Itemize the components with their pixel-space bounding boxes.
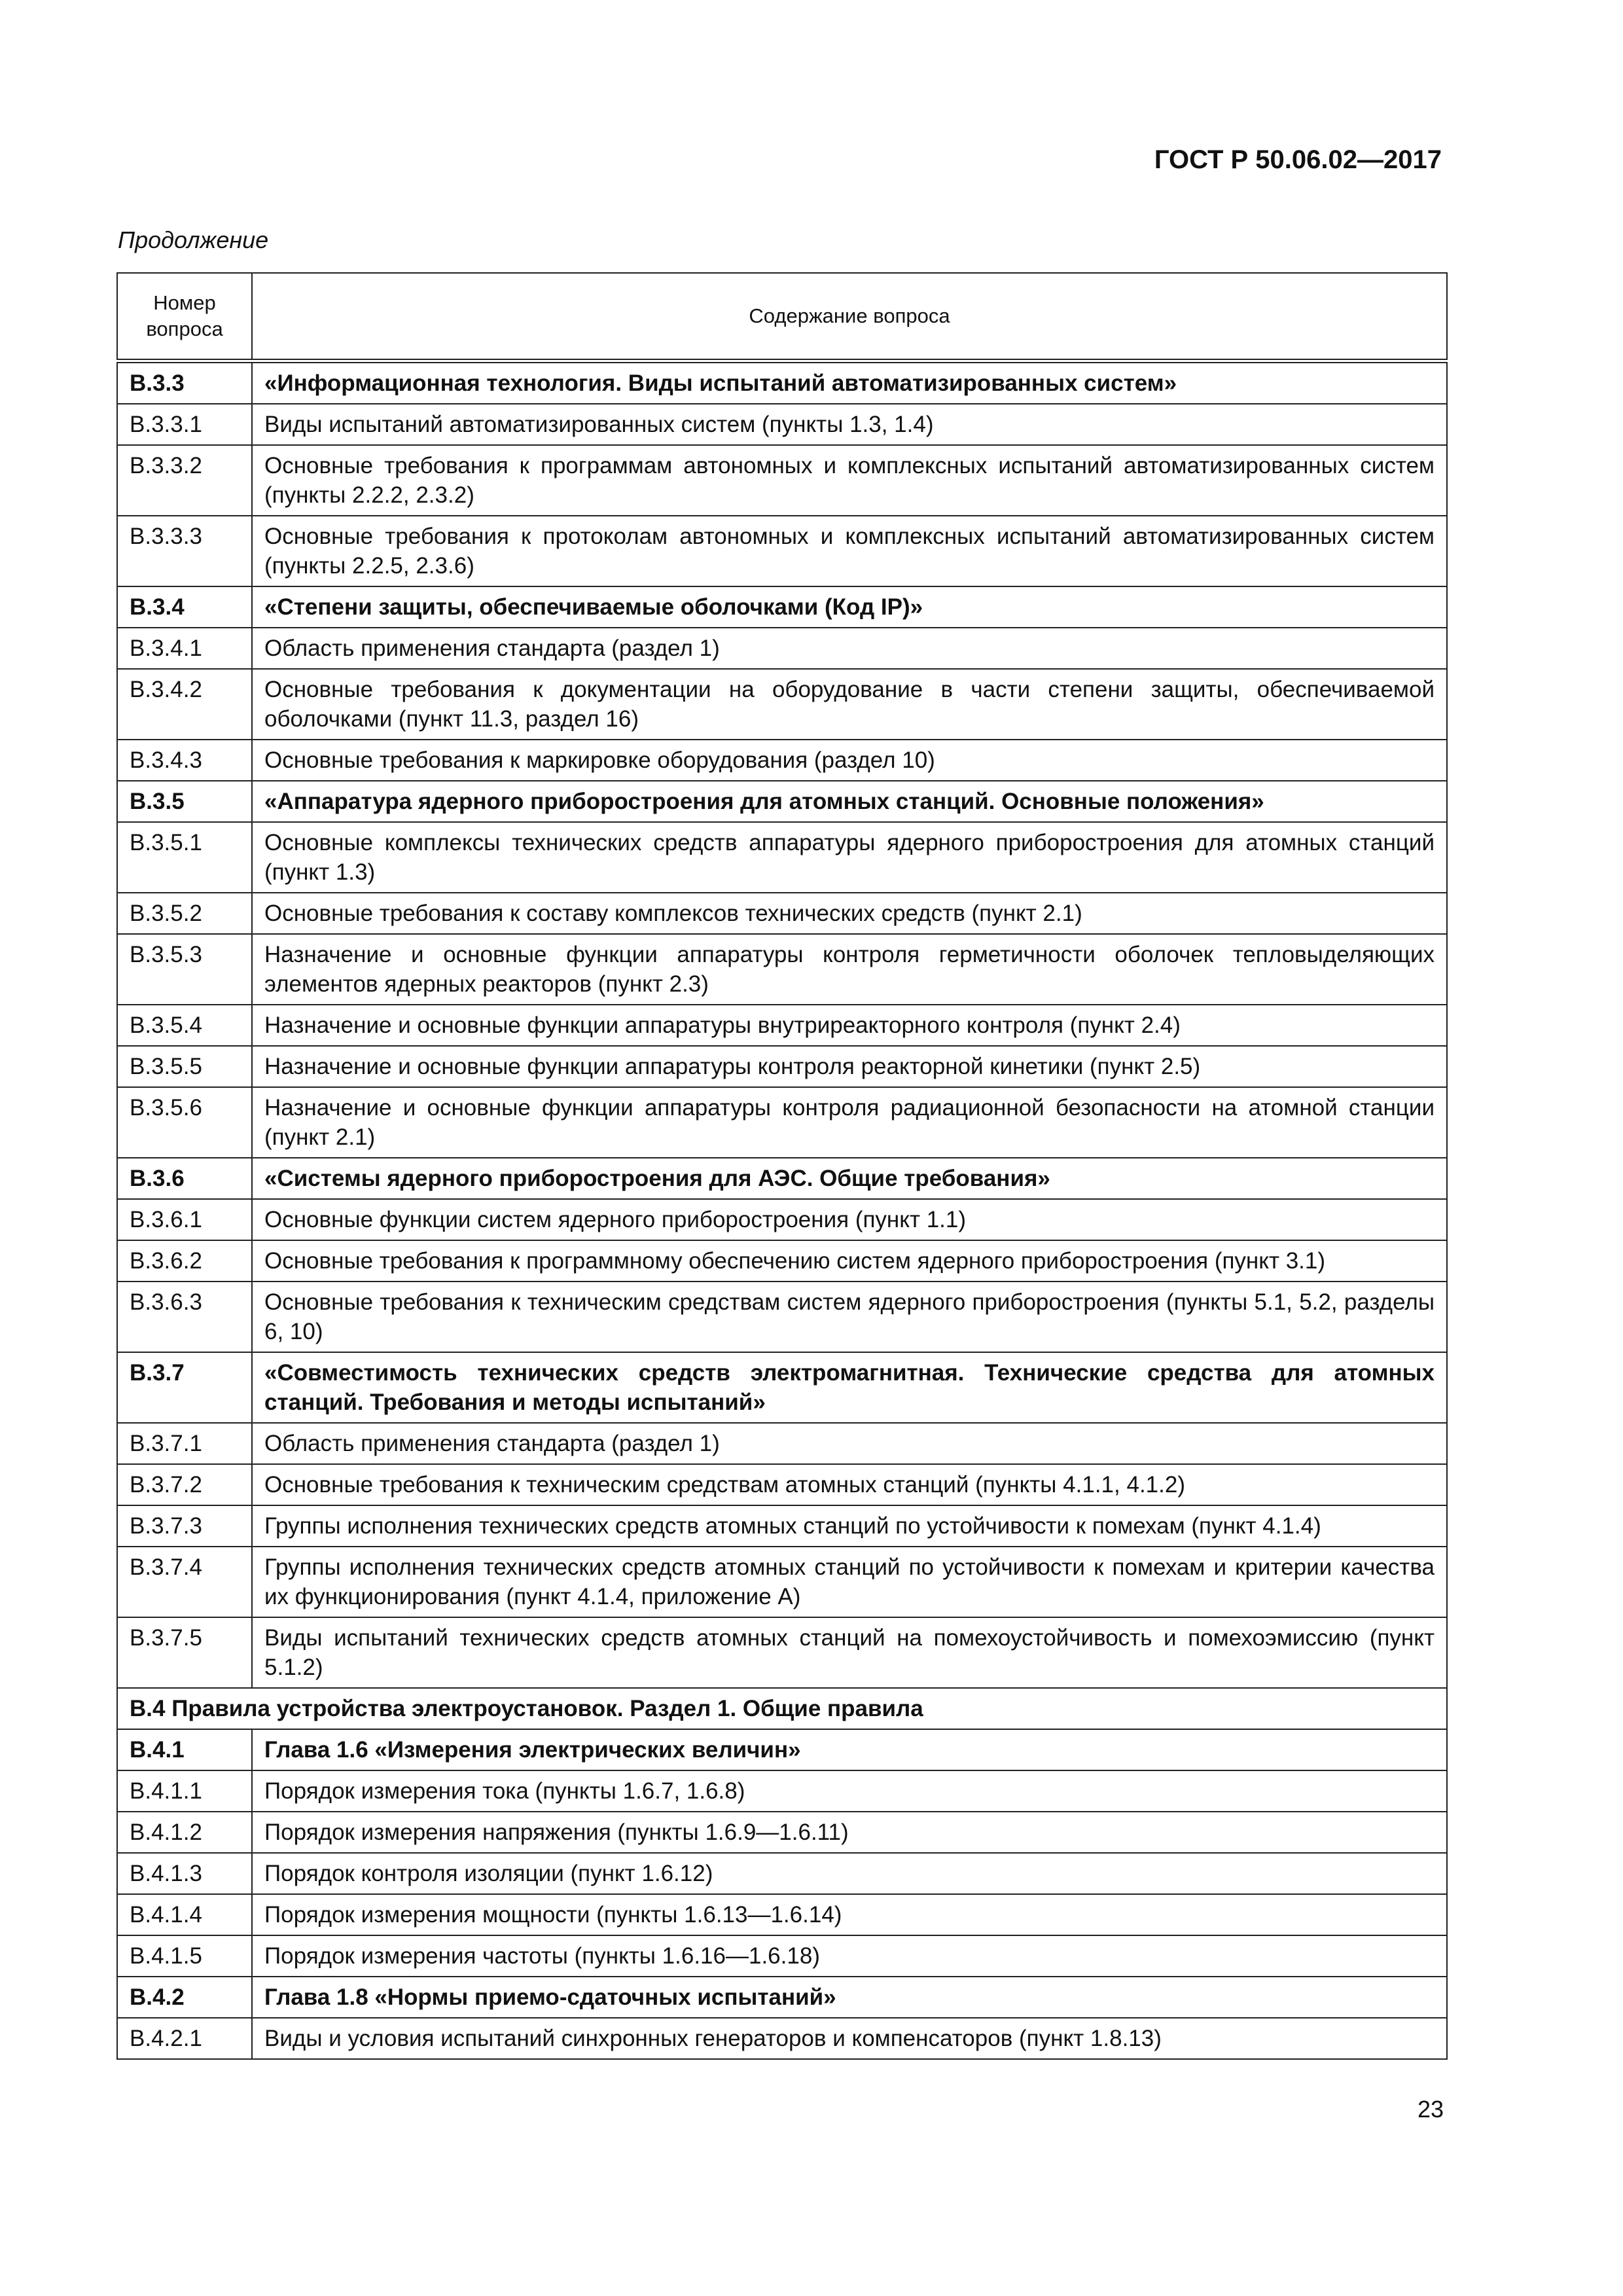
table-row	[117, 1005, 1447, 1046]
table-row	[117, 1199, 1447, 1240]
question-number-cell: В.3.5.4	[117, 1005, 252, 1046]
section-title-cell: В.4 Правила устройства электроустановок. Раздел 1. Общие правила	[117, 1688, 1447, 1729]
table-row	[117, 404, 1447, 445]
question-content-cell: Виды испытаний автоматизированных систем (пункты 1.3, 1.4)	[252, 404, 1447, 445]
question-content-cell: Основные функции систем ядерного приборостроения (пункт 1.1)	[252, 1199, 1447, 1240]
question-number-cell: В.4.1.4	[117, 1894, 252, 1935]
document-code: ГОСТ Р 50.06.02—2017	[1154, 145, 1442, 174]
question-number-cell: В.3.7.1	[117, 1423, 252, 1464]
table-row	[117, 669, 1447, 740]
table-row	[117, 1812, 1447, 1853]
question-number-cell: В.4.1	[117, 1729, 252, 1770]
question-content-cell: Порядок измерения мощности (пункты 1.6.13—1.6.14)	[252, 1894, 1447, 1935]
question-number-cell: В.4.1.3	[117, 1853, 252, 1894]
question-number-cell: В.3.6.2	[117, 1240, 252, 1282]
question-number-cell: В.3.3.3	[117, 516, 252, 586]
question-number-cell: В.4.2.1	[117, 2018, 252, 2059]
question-content-cell: Основные требования к программному обеспечению систем ядерного приборостроения (пункт 3.1)	[252, 1240, 1447, 1282]
question-content-cell: Назначение и основные функции аппаратуры внутриреакторного контроля (пункт 2.4)	[252, 1005, 1447, 1046]
question-number-cell: В.3.7.4	[117, 1547, 252, 1617]
table-row	[117, 934, 1447, 1005]
question-content-cell: Виды и условия испытаний синхронных генераторов и компенсаторов (пункт 1.8.13)	[252, 2018, 1447, 2059]
question-number-cell: В.3.5.3	[117, 934, 252, 1005]
question-content-cell: Основные требования к техническим средствам систем ядерного приборостроения (пункты 5.1, 5.2, разделы 6, 10)	[252, 1282, 1447, 1352]
question-number-cell: В.4.1.1	[117, 1770, 252, 1812]
table-row	[117, 1240, 1447, 1282]
question-content-cell: Основные комплексы технических средств аппаратуры ядерного приборостроения для атомных станций (пункт 1.3)	[252, 822, 1447, 893]
question-content-cell: Основные требования к маркировке оборудования (раздел 10)	[252, 740, 1447, 781]
question-number-cell: В.3.7	[117, 1352, 252, 1423]
question-content-cell: Область применения стандарта (раздел 1)	[252, 628, 1447, 669]
table-header-row	[117, 273, 1447, 361]
table-row	[117, 361, 1447, 404]
question-number-cell: В.3.6	[117, 1158, 252, 1199]
question-number-cell: В.3.7.2	[117, 1464, 252, 1505]
table-row	[117, 740, 1447, 781]
question-content-cell: Виды испытаний технических средств атомных станций на помехоустойчивость и помехоэмиссию (пункт 5.1.2)	[252, 1617, 1447, 1688]
table-row	[117, 586, 1447, 628]
continuation-label: Продолжение	[118, 226, 269, 253]
question-number-cell: В.3.5.2	[117, 893, 252, 934]
table-row	[117, 1853, 1447, 1894]
question-content-cell: Назначение и основные функции аппаратуры контроля радиационной безопасности на атомной станции (пункт 2.1)	[252, 1087, 1447, 1158]
question-content-cell: Порядок измерения напряжения (пункты 1.6.9—1.6.11)	[252, 1812, 1447, 1853]
table-row	[117, 1158, 1447, 1199]
question-content-cell: Назначение и основные функции аппаратуры контроля герметичности оболочек тепловыделяющих элементов ядерных реакторов (пункт 2.3)	[252, 934, 1447, 1005]
question-number-cell: В.3.4	[117, 586, 252, 628]
question-number-cell: В.3.3.1	[117, 404, 252, 445]
question-number-cell: В.3.4.3	[117, 740, 252, 781]
question-content-cell: «Совместимость технических средств электромагнитная. Технические средства для атомных станций. Требования и методы испытаний»	[252, 1352, 1447, 1423]
question-content-cell: Порядок измерения частоты (пункты 1.6.16—1.6.18)	[252, 1935, 1447, 1977]
question-number-cell: В.3.4.1	[117, 628, 252, 669]
table-row	[117, 1046, 1447, 1087]
table-row	[117, 1729, 1447, 1770]
question-content-cell: «Аппаратура ядерного приборостроения для атомных станций. Основные положения»	[252, 781, 1447, 822]
question-content-cell: Основные требования к протоколам автономных и комплексных испытаний автоматизированных систем (пункты 2.2.5, 2.3.6)	[252, 516, 1447, 586]
table-row	[117, 2018, 1447, 2059]
question-content-cell: Основные требования к составу комплексов технических средств (пункт 2.1)	[252, 893, 1447, 934]
column-header-number: Номер вопроса	[117, 273, 252, 361]
question-content-cell: Глава 1.6 «Измерения электрических величин»	[252, 1729, 1447, 1770]
question-number-cell: В.3.5.1	[117, 822, 252, 893]
question-number-cell: В.3.3	[117, 361, 252, 404]
question-content-cell: Область применения стандарта (раздел 1)	[252, 1423, 1447, 1464]
questions-table	[116, 272, 1448, 2060]
table-row	[117, 1894, 1447, 1935]
table-row	[117, 1617, 1447, 1688]
question-number-cell: В.3.3.2	[117, 445, 252, 516]
question-number-cell: В.3.7.3	[117, 1505, 252, 1547]
table-row	[117, 1282, 1447, 1352]
question-content-cell: Назначение и основные функции аппаратуры контроля реакторной кинетики (пункт 2.5)	[252, 1046, 1447, 1087]
question-number-cell: В.3.6.1	[117, 1199, 252, 1240]
question-number-cell: В.4.1.5	[117, 1935, 252, 1977]
table-row	[117, 822, 1447, 893]
table-section-row	[117, 1688, 1447, 1729]
question-number-cell: В.3.4.2	[117, 669, 252, 740]
table-row	[117, 1352, 1447, 1423]
question-content-cell: Основные требования к техническим средствам атомных станций (пункты 4.1.1, 4.1.2)	[252, 1464, 1447, 1505]
table-row	[117, 516, 1447, 586]
question-number-cell: В.3.5.6	[117, 1087, 252, 1158]
question-content-cell: Группы исполнения технических средств атомных станций по устойчивости к помехам и критерии качества их функционирования (пункт 4.1.4, приложение А)	[252, 1547, 1447, 1617]
question-content-cell: «Системы ядерного приборостроения для АЭС. Общие требования»	[252, 1158, 1447, 1199]
question-content-cell: Глава 1.8 «Нормы приемо-сдаточных испытаний»	[252, 1977, 1447, 2018]
question-content-cell: Порядок контроля изоляции (пункт 1.6.12)	[252, 1853, 1447, 1894]
table-row	[117, 1977, 1447, 2018]
question-content-cell: «Информационная технология. Виды испытаний автоматизированных систем»	[252, 361, 1447, 404]
question-content-cell: «Степени защиты, обеспечиваемые оболочками (Код IP)»	[252, 586, 1447, 628]
table-body	[117, 361, 1447, 2060]
question-number-cell: В.3.5	[117, 781, 252, 822]
table-row	[117, 628, 1447, 669]
table-row	[117, 1423, 1447, 1464]
question-number-cell: В.3.7.5	[117, 1617, 252, 1688]
question-number-cell: В.4.1.2	[117, 1812, 252, 1853]
table-row	[117, 781, 1447, 822]
page-number: 23	[1417, 2096, 1444, 2123]
question-content-cell: Основные требования к документации на оборудование в части степени защиты, обеспечиваемой оболочками (пункт 11.3, раздел 16)	[252, 669, 1447, 740]
table-row	[117, 1464, 1447, 1505]
table-row	[117, 445, 1447, 516]
question-content-cell: Основные требования к программам автономных и комплексных испытаний автоматизированных систем (пункты 2.2.2, 2.3.2)	[252, 445, 1447, 516]
question-number-cell: В.3.6.3	[117, 1282, 252, 1352]
question-content-cell: Порядок измерения тока (пункты 1.6.7, 1.6.8)	[252, 1770, 1447, 1812]
question-number-cell: В.4.2	[117, 1977, 252, 2018]
table-row	[117, 1505, 1447, 1547]
question-number-cell: В.3.5.5	[117, 1046, 252, 1087]
table-row	[117, 1935, 1447, 1977]
table-row	[117, 1087, 1447, 1158]
table-row	[117, 1547, 1447, 1617]
question-content-cell: Группы исполнения технических средств атомных станций по устойчивости к помехам (пункт 4.1.4)	[252, 1505, 1447, 1547]
column-header-content: Содержание вопроса	[252, 273, 1447, 361]
table-row	[117, 893, 1447, 934]
table-row	[117, 1770, 1447, 1812]
